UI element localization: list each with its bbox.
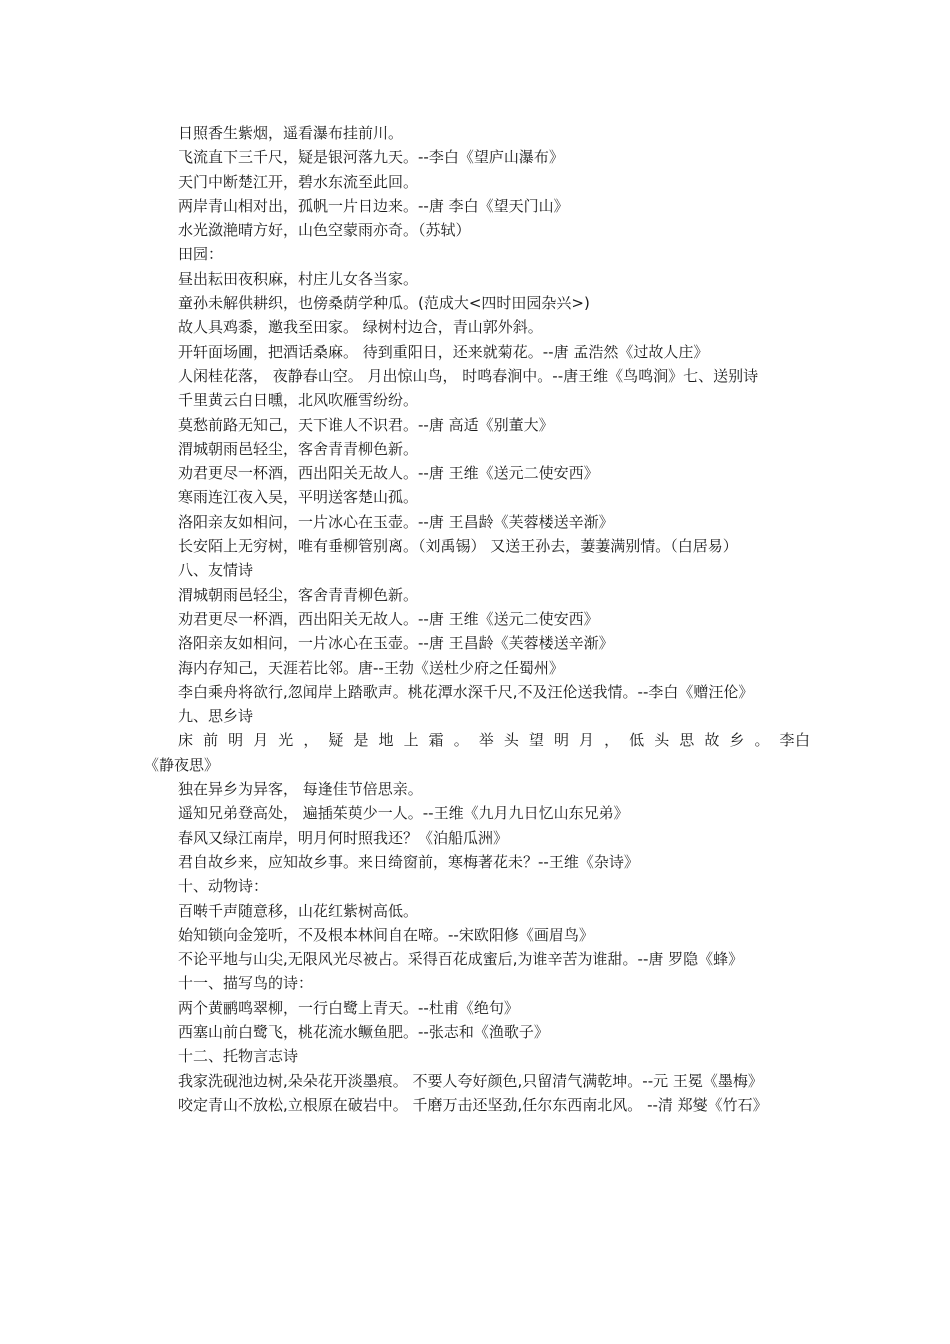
text-line: 人闲桂花落， 夜静春山空。 月出惊山鸟， 时鸣春涧中。--唐王维《鸟鸣涧》七、送别诗 [178,366,759,385]
text-line: 水光潋滟晴方好，山色空蒙雨亦奇。（苏轼） [178,221,471,240]
text-line: 海内存知己，天涯若比邻。唐--王勃《送杜少府之任蜀州》 [178,658,564,677]
text-line: 西塞山前白鹭飞，桃花流水鳜鱼肥。--张志和《渔歌子》 [178,1022,549,1041]
text-line: 千里黄云白日曛，北风吹雁雪纷纷。 [178,391,419,410]
text-paragraph-momei: 我家洗砚池边树,朵朵花开淡墨痕。 不要人夸好颜色,只留清气满乾坤。--元 王冕《墨梅》 [178,1071,763,1090]
text-line: 渭城朝雨邑轻尘，客舍青青柳色新。 [178,585,419,604]
text-paragraph-jingyesi [144,728,810,777]
text-line: 劝君更尽一杯酒，西出阳关无故人。--唐 王维《送元二使安西》 [178,609,599,628]
text-line: 渭城朝雨邑轻尘，客舍青青柳色新。 [178,439,419,458]
text-line: 童孙未解供耕织，也傍桑荫学种瓜。(范成大<四时田园杂兴>) [178,294,590,313]
text-line: 两岸青山相对出，孤帆一片日边来。--唐 李白《望天门山》 [178,196,569,215]
section-heading-homesick: 九、思乡诗 [178,707,254,726]
text-line: 寒雨连江夜入吴，平明送客楚山孤。 [178,488,419,507]
text-line: 独在异乡为异客， 每逢佳节倍思亲。 [178,780,423,799]
text-line: 百啭千声随意移，山花红紫树高低。 [178,901,419,920]
text-line: 遥知兄弟登高处， 遍插茱萸少一人。--王维《九月九日忆山东兄弟》 [178,804,629,823]
section-heading-friendship: 八、友情诗 [178,561,254,580]
text-line: 日照香生紫烟，遥看瀑布挂前川。 [178,124,404,142]
poem-text: 床前明月光，疑是地上霜。举头望明月，低头思故乡。 [178,731,780,750]
section-heading-animals: 十、动物诗： [178,877,269,896]
text-line: 开轩面场圃，把酒话桑麻。 待到重阳日，还来就菊花。--唐 孟浩然《过故人庄》 [178,342,709,361]
section-heading-pastoral: 田园： [178,245,224,264]
text-line: 长安陌上无穷树，唯有垂柳管别离。（刘禹锡） 又送王孙去，萋萋满别情。（白居易） [178,537,738,556]
text-line: 君自故乡来，应知故乡事。来日绮窗前，寒梅著花未？--王维《杂诗》 [178,852,639,871]
text-line: 始知锁向金笼听，不及根本林间自在啼。--宋欧阳修《画眉鸟》 [178,925,594,944]
text-paragraph-zhushi: 咬定青山不放松,立根原在破岩中。 千磨万击还坚劲,任尔东西南北风。 --清 郑燮《竹石》 [178,1095,768,1114]
text-line: 两个黄鹂鸣翠柳，一行白鹭上青天。--杜甫《绝句》 [178,998,519,1017]
text-line: 春风又绿江南岸，明月何时照我还？《泊船瓜洲》 [178,828,509,847]
text-line: 昼出耘田夜积麻，村庄儿女各当家。 [178,269,419,288]
section-heading-birds: 十一、描写鸟的诗： [178,974,314,993]
text-line: 莫愁前路无知己，天下谁人不识君。--唐 高适《别董大》 [178,415,554,434]
text-line: 故人具鸡黍，邀我至田家。 绿树村边合，青山郭外斜。 [178,318,543,337]
text-line: 天门中断楚江开，碧水东流至此回。 [178,172,419,191]
text-line: 洛阳亲友如相问，一片冰心在玉壶。--唐 王昌龄《芙蓉楼送辛渐》 [178,634,614,653]
text-line: 洛阳亲友如相问，一片冰心在玉壶。--唐 王昌龄《芙蓉楼送辛渐》 [178,512,614,531]
text-line: 不论平地与山尖,无限风光尽被占。采得百花成蜜后,为谁辛苦为谁甜。--唐 罗隐《蜂》 [178,950,744,969]
text-line: 李白乘舟将欲行,忽闻岸上踏歌声。桃花潭水深千尺,不及汪伦送我情。--李白《赠汪伦》 [178,682,754,701]
text-line: 劝君更尽一杯酒，西出阳关无故人。--唐 王维《送元二使安西》 [178,464,599,483]
text-line: 飞流直下三千尺，疑是银河落九天。--李白《望庐山瀑布》 [178,148,564,167]
poem-attribution: 李白《静夜思》 [144,731,810,774]
section-heading-aspiration: 十二、托物言志诗 [178,1047,299,1066]
poem-text-body [144,121,810,1117]
